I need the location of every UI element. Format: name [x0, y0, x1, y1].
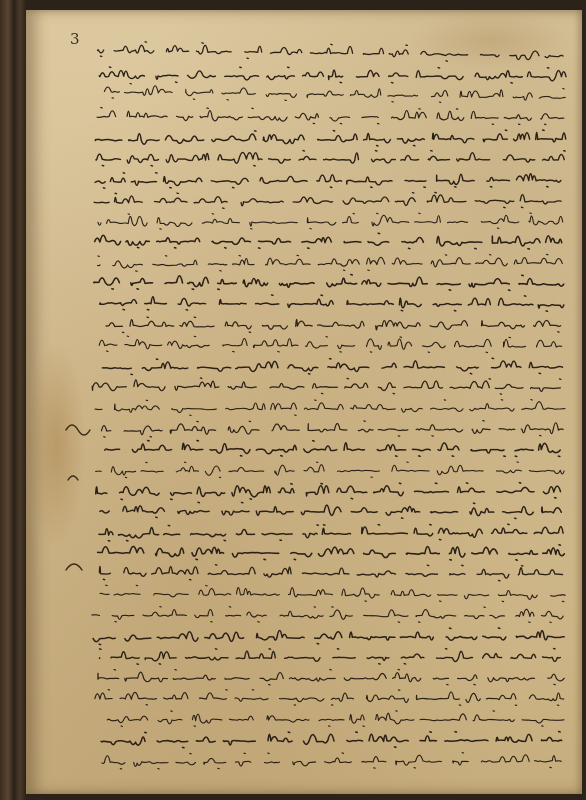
- manuscript-line: [97, 108, 564, 125]
- manuscript-line: [93, 628, 564, 645]
- manuscript-line: [104, 84, 565, 103]
- manuscript-line: [107, 711, 564, 727]
- manuscript-line: [98, 213, 563, 229]
- manuscript-line: [98, 254, 563, 271]
- manuscript-line: [92, 607, 563, 623]
- manuscript-line: [105, 441, 560, 457]
- manuscript-line: [100, 295, 564, 311]
- manuscript-line: [96, 151, 565, 166]
- manuscript-line: [98, 669, 564, 685]
- manuscript-line: [100, 502, 561, 518]
- manuscript-line: [101, 732, 561, 748]
- manuscript-line: [99, 67, 566, 83]
- manuscript-line: [96, 483, 561, 500]
- handwritten-text-block: [26, 10, 582, 794]
- manuscript-line: [98, 545, 565, 560]
- manuscript-line: [95, 233, 562, 249]
- manuscript-line: [96, 462, 564, 478]
- manuscript-line: [94, 192, 561, 208]
- manuscript-line: [95, 690, 564, 706]
- manuscript-line: [100, 649, 561, 665]
- manuscript-line: [102, 421, 564, 438]
- manuscript-line: [102, 358, 562, 374]
- manuscript-line: [92, 378, 561, 394]
- manuscript-line: [95, 400, 565, 416]
- manuscript-line: [106, 317, 561, 333]
- manuscript-line: [98, 42, 563, 61]
- manuscript-line: [95, 130, 565, 146]
- manuscript-line: [99, 336, 562, 353]
- margin-annotation: [66, 425, 90, 570]
- manuscript-line: [94, 275, 564, 291]
- manuscript-line: [102, 753, 561, 769]
- manuscript-line: [99, 565, 562, 581]
- manuscript-line: [95, 173, 561, 189]
- folio-number: 3: [70, 30, 80, 48]
- manuscript-line: [100, 585, 565, 602]
- manuscript-line: [99, 524, 563, 541]
